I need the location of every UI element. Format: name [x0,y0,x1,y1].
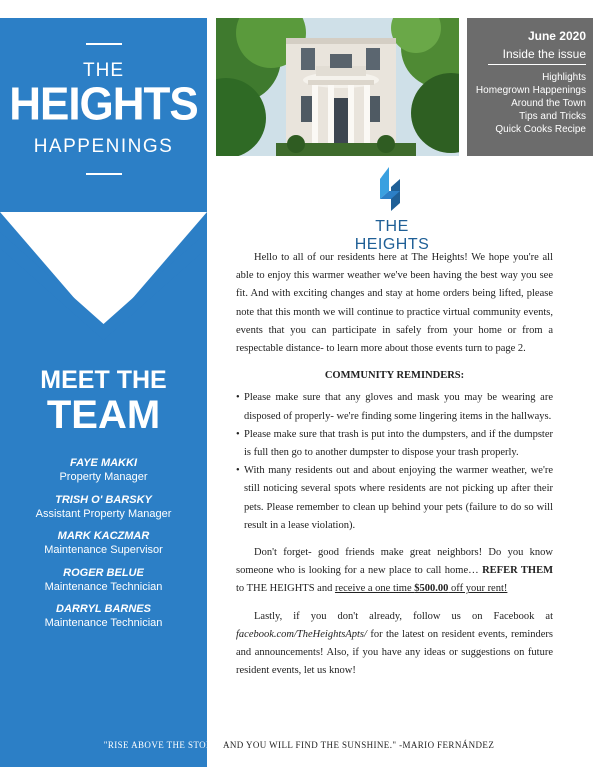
masthead-title: HEIGHTS [9,78,198,131]
meet-the-team-heading [0,366,207,436]
member-name: FAYE MAKKI [69,457,138,469]
masthead-top-rule [86,43,122,45]
masthead-the: THE [83,60,124,81]
masthead-subtitle: HAPPENINGS [33,136,174,157]
member-name: DARRYL BARNES [56,603,151,615]
closing-paragraph [236,608,553,681]
list-item: • With many residents out and about enjoying the warmer weather, we're still noticing several spots where residents are not picking up after their pets. Please remember to clean up behind your pets (failure to do so will result in a lease violation). [236,462,553,535]
team-member [0,566,207,603]
member-role: Maintenance Technician [44,580,163,593]
quote-part-1: "RISE ABOVE THE STORM [103,740,221,750]
sidebar [0,18,207,767]
refer-them-text: REFER THEM [482,565,553,577]
logo-wordmark: THE HEIGHTS [354,218,430,253]
intro-paragraph: Hello to all of our residents here at The Heights! We hope you're all able to enjoy this warmer weather we've been having the best way you see fit. And with exciting changes and stay at home orders being lifted, please note that this month we will continue to practice virtual community events, events that you can participate in safely from your home or from a respectable distance- to learn more about those events turn to page 2. [236,252,553,355]
referral-offer-end: off your rent! [448,583,508,595]
reminders-list [236,389,553,535]
member-role: Maintenance Technician [44,617,163,629]
chevron-down-icon [0,212,207,342]
team-heading-line1: MEET THE [40,366,167,394]
issue-item: Highlights [542,72,586,83]
member-name: MARK KACZMAR [57,530,150,542]
footer-quote [0,740,593,750]
team-list [0,456,207,639]
member-name: TRISH O' BARSKY [55,493,152,506]
team-member [0,493,207,530]
team-heading-line2: TEAM [46,393,161,437]
referral-text-mid: to THE HEIGHTS and [236,583,335,595]
issue-date: June 2020 [527,29,586,43]
member-name: ROGER BELUE [63,566,144,579]
team-member [0,602,207,639]
issue-item: Quick Cooks Recipe [495,124,586,135]
list-item: • Please make sure that trash is put into the dumpsters, and if the dumpster is full then go to another dumpster to dispose your trash properly. [236,426,553,462]
referral-offer-start: receive a one time [334,583,415,595]
member-role: Maintenance Supervisor [44,544,163,556]
issue-item: Around the Town [511,98,586,109]
building-photo [216,18,459,156]
team-member [0,456,207,493]
closing-text-start: Lastly, if you don't already, follow us on Facebook at [254,610,553,622]
heights-logo-icon [378,165,408,213]
facebook-link[interactable]: facebook.com/TheHeightsApts/ [236,628,367,640]
issue-item: Homegrown Happenings [475,85,586,96]
referral-amount: $500.00 [414,583,449,595]
closing-text-end: for the latest on resident events, reminders and announcements! Also, if you have any ideas or suggestions on future resident events, let us know! [236,628,553,677]
list-item: • Please make sure that any gloves and mask you may be wearing are disposed of properly- we're finding some lingering items in the hallways. [236,389,553,425]
masthead-bottom-rule [86,173,122,175]
member-role: Assistant Property Manager [35,507,172,520]
team-member [0,529,207,566]
reminders-heading: COMMUNITY REMINDERS: [324,370,465,382]
issue-contents-box [467,18,593,156]
referral-paragraph [236,544,553,599]
issue-divider [488,64,586,65]
referral-text-start: Don't forget- good friends make great neighbors! Do you know someone who is looking for a new place to call home… [236,547,553,577]
quote-part-2: AND YOU WILL FIND THE SUNSHINE." -MARIO FERNÁNDEZ [220,740,495,750]
member-role: Property Manager [59,471,148,483]
issue-contents-title: Inside the issue [502,47,586,61]
issue-item: Tips and Tricks [519,111,586,122]
article-body [236,249,553,680]
